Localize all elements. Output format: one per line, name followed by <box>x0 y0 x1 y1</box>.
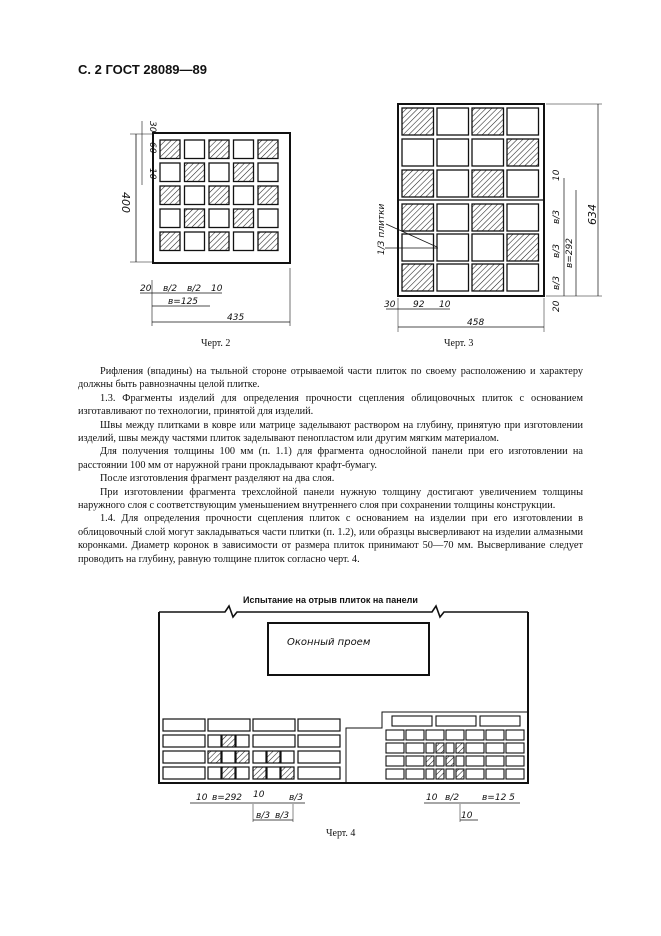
fig3-third-label: 1/3 плитки <box>377 203 387 255</box>
tile <box>209 163 229 182</box>
tile <box>480 716 520 726</box>
paragraph: Рифления (впадины) на тыльной стороне отрываемой части плиток по своему расположению и характеру должны быть равнозначны целой плитке. <box>78 366 583 391</box>
hatched-tile <box>507 234 539 261</box>
tile <box>386 756 404 766</box>
tile <box>486 730 504 740</box>
tile <box>402 139 434 166</box>
tile <box>437 170 469 197</box>
fig2-dim-b2a: в/2 <box>163 284 178 294</box>
tile <box>253 751 266 763</box>
fig3-dim-height: 634 <box>586 204 599 225</box>
paragraph: При изготовлении фрагмента трехслойной панели нужную толщину достигают увеличением толщины наружного слоя с соответствующим уменьшением внутреннего слоя при сохранении толщины конструкции. <box>78 486 583 512</box>
paragraph: После изготовления фрагмент разделяют на два слоя. <box>100 473 335 485</box>
hatched-tile <box>222 735 235 747</box>
fig2-dim-height: 400 <box>119 192 132 213</box>
tile <box>406 756 424 766</box>
tile <box>506 756 524 766</box>
tile <box>437 139 469 166</box>
tile <box>507 108 539 135</box>
paragraph: 1.4. Для определения прочности сцепления плиток с основанием на изделии при его изготовлении в облицовочный слой могут закладываться части плитки (п. 1.2), или образцы высверливают на изделии алмазными коронками. Диаметр коронок в зависимости от размера плиток принимают 50—70 мм. Высверливание следует проводить на глубину, равную толщине плиток согласно черт. 4. <box>78 513 583 565</box>
hatched-tile <box>507 139 539 166</box>
hatched-tile <box>258 186 278 205</box>
tile <box>437 108 469 135</box>
page-header: С. 2 ГОСТ 28089—89 <box>78 62 207 77</box>
hatched-tile <box>446 756 454 766</box>
tile <box>208 719 250 731</box>
tile <box>466 769 484 779</box>
tile <box>436 716 476 726</box>
tile <box>253 735 295 747</box>
tile <box>436 756 444 766</box>
tile <box>185 140 205 159</box>
figure-4 <box>159 606 528 822</box>
hatched-tile <box>234 209 254 228</box>
hatched-tile <box>472 108 504 135</box>
tile <box>466 730 484 740</box>
hatched-tile <box>236 751 249 763</box>
hatched-tile <box>185 209 205 228</box>
tile <box>392 716 432 726</box>
tile <box>426 769 434 779</box>
tile <box>446 769 454 779</box>
fig4-dim-rb125: в=12 5 <box>482 793 515 803</box>
hatched-tile <box>426 756 434 766</box>
tile <box>163 767 205 779</box>
tile <box>208 767 221 779</box>
hatched-tile <box>209 140 229 159</box>
tile <box>298 751 340 763</box>
tile <box>437 264 469 291</box>
fig2-dim-30: 30 <box>147 121 157 133</box>
paragraph: Швы между плитками в ковре или матрице заделывают раствором на глубину, принятую при изготовлении изделий, швы между частями плиток заделывают пенопластом или другим мягким материалом. <box>78 419 583 445</box>
tile <box>426 743 434 753</box>
fig2-dim-60: 60 <box>147 142 157 154</box>
hatched-tile <box>222 767 235 779</box>
hatched-tile <box>234 163 254 182</box>
tile <box>386 769 404 779</box>
tile <box>507 204 539 231</box>
tile <box>507 264 539 291</box>
figure-2 <box>119 121 290 326</box>
tile <box>406 743 424 753</box>
fig4-left-tiles <box>163 719 340 779</box>
hatched-tile <box>208 751 221 763</box>
tile <box>486 756 504 766</box>
hatched-tile <box>456 743 464 753</box>
fig3-dim-20: 20 <box>552 300 562 312</box>
fig3-dim-30: 30 <box>384 300 396 310</box>
tile <box>298 719 340 731</box>
fig3-dim-b: в=292 <box>565 237 575 268</box>
tile <box>406 730 424 740</box>
tile <box>472 139 504 166</box>
tile <box>267 767 280 779</box>
tile <box>506 730 524 740</box>
fig3-dim-92: 92 <box>413 300 425 310</box>
tile <box>466 756 484 766</box>
fig2-dim-10b: 10 <box>211 284 223 294</box>
paragraph: 1.3. Фрагменты изделий для определения прочности сцепления облицовочных плиток с основанием изготавливают по технологии, принятой для изделий. <box>78 392 583 418</box>
paragraph: Для получения толщины 100 мм (п. 1.1) для фрагмента однослойной панели при его изготовлении на расстоянии 100 мм от наружной грани прокладывают крафт-бумагу. <box>78 446 583 471</box>
fig3-dim-10: 10 <box>552 169 562 181</box>
hatched-tile <box>267 751 280 763</box>
tile <box>253 719 295 731</box>
tile <box>209 209 229 228</box>
fig3-dim-10b: 10 <box>439 300 451 310</box>
tile <box>456 756 464 766</box>
fig2-dim-20: 20 <box>140 284 152 294</box>
tile <box>506 743 524 753</box>
tile <box>234 232 254 251</box>
hatched-tile <box>472 204 504 231</box>
tile <box>185 186 205 205</box>
hatched-tile <box>472 170 504 197</box>
hatched-tile <box>436 769 444 779</box>
window-label: Оконный проем <box>287 637 371 648</box>
tile <box>446 730 464 740</box>
tile <box>466 743 484 753</box>
fig2-dim-b: в=125 <box>168 297 199 307</box>
fig3-dim-width: 458 <box>467 318 485 328</box>
tile <box>298 735 340 747</box>
tile <box>437 204 469 231</box>
hatched-tile <box>436 743 444 753</box>
fig4-dim-rb2: в/2 <box>445 793 460 803</box>
hatched-tile <box>281 767 294 779</box>
tile <box>507 170 539 197</box>
figure-3 <box>377 104 602 332</box>
hatched-tile <box>402 170 434 197</box>
hatched-tile <box>402 108 434 135</box>
hatched-tile <box>258 140 278 159</box>
hatched-tile <box>258 232 278 251</box>
tile <box>160 163 180 182</box>
tile <box>160 209 180 228</box>
tile <box>258 209 278 228</box>
fig4-dim-b292: в=292 <box>212 793 243 803</box>
fig2-tile-grid <box>160 140 278 251</box>
tile <box>437 234 469 261</box>
hatched-tile <box>160 140 180 159</box>
hatched-tile <box>472 264 504 291</box>
tile <box>446 743 454 753</box>
body-text <box>78 365 583 566</box>
fig4-dim-b3c: в/3 <box>275 811 290 821</box>
tile <box>185 232 205 251</box>
tile <box>163 719 205 731</box>
hatched-tile <box>402 204 434 231</box>
fig3-dim-b3a: в/3 <box>552 209 562 224</box>
fig4-caption: Черт. 4 <box>326 828 356 839</box>
tile <box>236 735 249 747</box>
tile <box>486 769 504 779</box>
fig2-dim-10: 10 <box>147 168 157 180</box>
tile <box>406 769 424 779</box>
tile <box>258 163 278 182</box>
fig2-caption: Черт. 2 <box>201 338 231 349</box>
tile <box>486 743 504 753</box>
hatched-tile <box>402 264 434 291</box>
tile <box>426 730 444 740</box>
hatched-tile <box>209 186 229 205</box>
hatched-tile <box>456 769 464 779</box>
fig4-title: Испытание на отрыв плиток на панели <box>243 595 418 605</box>
fig4-dim-b3a: в/3 <box>289 793 304 803</box>
tile <box>472 234 504 261</box>
fig3-dim-b3c: в/3 <box>552 275 562 290</box>
tile <box>163 751 205 763</box>
tile <box>234 140 254 159</box>
tile <box>222 751 235 763</box>
fig4-dim-r10: 10 <box>426 793 438 803</box>
tile <box>163 735 205 747</box>
tile <box>236 767 249 779</box>
fig4-dim-b3b: в/3 <box>256 811 271 821</box>
tile <box>281 751 294 763</box>
hatched-tile <box>253 767 266 779</box>
fig2-dim-b2b: в/2 <box>187 284 202 294</box>
tile <box>234 186 254 205</box>
fig4-right-tiles <box>386 716 524 779</box>
tile <box>386 743 404 753</box>
fig3-dim-b3b: в/3 <box>552 243 562 258</box>
tile <box>208 735 221 747</box>
hatched-tile <box>160 186 180 205</box>
tile <box>386 730 404 740</box>
tile <box>298 767 340 779</box>
hatched-tile <box>160 232 180 251</box>
fig2-dim-width: 435 <box>227 313 245 323</box>
fig3-caption: Черт. 3 <box>444 338 474 349</box>
hatched-tile <box>185 163 205 182</box>
fig4-dim-10b: 10 <box>253 790 265 800</box>
fig4-dim-10: 10 <box>196 793 208 803</box>
tile <box>506 769 524 779</box>
fig4-dim-r10b: 10 <box>461 811 473 821</box>
hatched-tile <box>209 232 229 251</box>
